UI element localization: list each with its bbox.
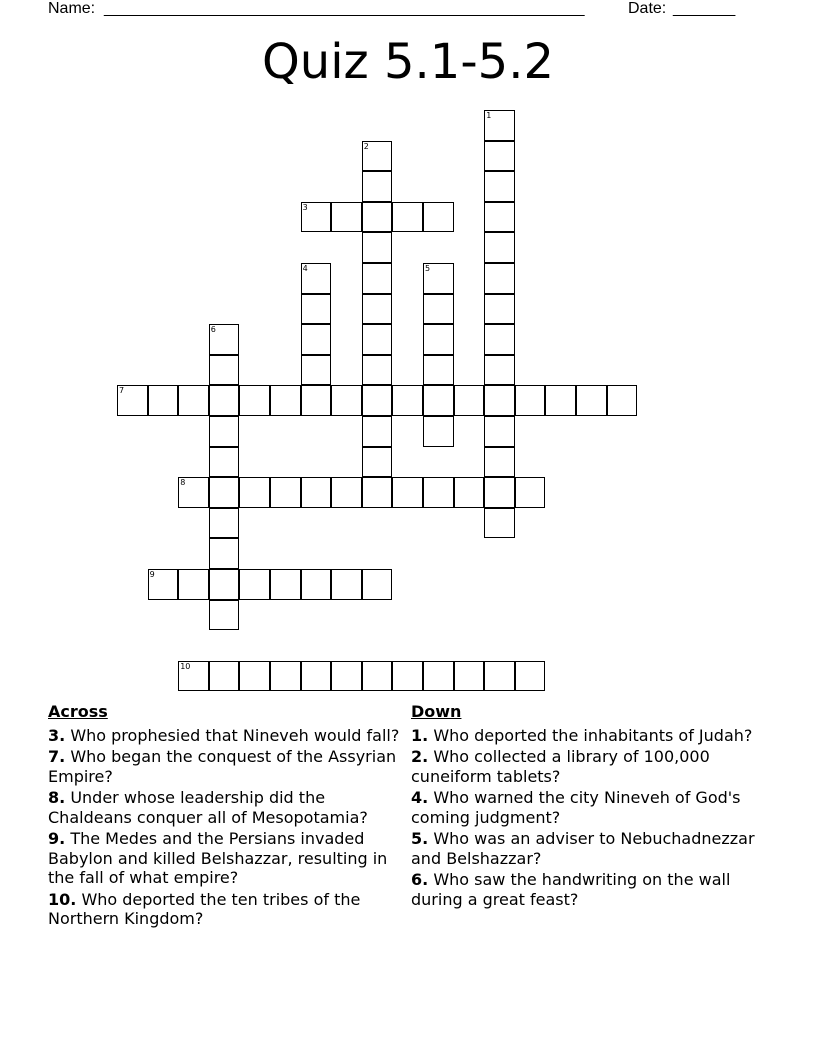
crossword-cell[interactable] [270,661,301,692]
crossword-cell[interactable] [362,385,393,416]
crossword-cell[interactable] [423,324,454,355]
crossword-cell[interactable] [301,355,332,386]
clue-number: 5. [411,829,429,848]
clue-number-label: 9 [149,570,155,579]
clue-number-label: 2 [363,141,369,151]
crossword-cell[interactable] [484,232,515,263]
clue-number: 8. [48,788,66,807]
date-field[interactable]: _______ [673,0,736,17]
crossword-cell[interactable] [239,385,270,416]
down-clue-5 [411,829,771,868]
crossword-cell[interactable] [484,263,515,294]
crossword-cell[interactable] [484,416,515,447]
quiz-title: Quiz 5.1-5.2 [262,34,554,90]
clue-number-label: 5 [425,264,431,273]
crossword-cell[interactable] [270,477,301,508]
crossword-cell[interactable] [331,661,362,692]
crossword-cell[interactable] [331,385,362,416]
crossword-cell[interactable] [484,508,515,539]
clue-number: 10. [48,889,77,909]
crossword-cell[interactable] [423,355,454,386]
crossword-cell[interactable] [362,263,393,294]
clue-number-label: 10 [180,661,191,671]
crossword-cell[interactable] [301,569,332,600]
crossword-cell[interactable] [392,385,423,416]
crossword-cell[interactable] [454,661,485,692]
crossword-cell[interactable] [209,477,240,508]
crossword-cell[interactable] [301,477,332,508]
crossword-cell[interactable] [576,385,607,416]
crossword-cell[interactable] [454,385,485,416]
crossword-cell[interactable] [148,385,179,416]
crossword-cell[interactable] [607,385,638,416]
crossword-cell[interactable] [209,355,240,386]
crossword-cell[interactable] [209,600,240,631]
crossword-cell[interactable] [423,294,454,325]
across-clue-9 [48,829,400,888]
clue-number: 6. [411,870,429,889]
crossword-cell[interactable] [484,294,515,325]
clue-text: Who began the conquest of the Assyrian Empire? [48,747,397,786]
down-heading: Down [411,702,462,721]
clue-text: Who warned the city Nineveh of God's coming judgment? [411,788,741,827]
clue-text: Who was an adviser to Nebuchadnezzar and Belshazzar? [411,829,755,868]
crossword-cell[interactable] [239,569,270,600]
crossword-cell[interactable] [423,202,454,233]
clue-number: 3. [48,725,66,745]
crossword-cell[interactable] [484,385,515,416]
crossword-cell[interactable] [423,385,454,416]
crossword-cell[interactable] [545,385,576,416]
crossword-cell[interactable] [362,477,393,508]
crossword-cell[interactable] [209,538,240,569]
crossword-cell[interactable] [392,477,423,508]
clue-number: 2. [411,747,429,766]
clue-number-label: 4 [302,264,308,273]
name-label: Name: [48,0,96,17]
clue-number-label: 1 [486,111,492,120]
clue-number: 1. [411,725,429,745]
date-label: Date: [628,0,667,17]
crossword-cell[interactable] [362,294,393,325]
crossword-cell[interactable] [362,202,393,233]
crossword-cell[interactable] [484,171,515,202]
crossword-cell[interactable] [423,416,454,447]
across-clue-10 [48,890,400,929]
crossword-cell[interactable] [209,569,240,600]
down-clue-4 [411,788,771,827]
crossword-cell[interactable] [239,661,270,692]
crossword-cell[interactable] [484,202,515,233]
down-clue-1 [411,726,771,746]
crossword-cell[interactable] [484,324,515,355]
clue-text: Who collected a library of 100,000 cuneiform tablets? [411,747,710,786]
crossword-cell[interactable] [301,324,332,355]
clue-number: 9. [48,829,66,848]
crossword-cell[interactable] [484,141,515,172]
crossword-cell[interactable] [178,569,209,600]
clue-text: Who deported the ten tribes of the Northern Kingdom? [48,889,361,928]
crossword-cell[interactable] [209,385,240,416]
crossword-cell[interactable] [423,661,454,692]
crossword-cell[interactable] [392,202,423,233]
across-clue-3 [48,726,400,746]
crossword-cell[interactable] [515,477,546,508]
crossword-cell[interactable] [454,477,485,508]
down-clues [411,702,771,911]
crossword-cell[interactable] [270,385,301,416]
crossword-cell[interactable] [515,661,546,692]
across-clue-8 [48,788,400,827]
clue-text: Who deported the inhabitants of Judah? [433,725,753,745]
crossword-cell[interactable] [362,447,393,478]
crossword-cell[interactable] [362,661,393,692]
clue-text: Who saw the handwriting on the wall during a great feast? [411,870,731,909]
down-clue-6 [411,870,771,909]
crossword-cell[interactable] [209,508,240,539]
crossword-cell[interactable] [331,202,362,233]
crossword-cell[interactable] [301,294,332,325]
crossword-cell[interactable] [270,569,301,600]
crossword-cell[interactable] [362,569,393,600]
across-clue-7 [48,747,400,786]
crossword-cell[interactable] [331,569,362,600]
crossword-cell[interactable] [362,416,393,447]
crossword-cell[interactable] [484,355,515,386]
clue-number: 7. [48,747,66,766]
crossword-cell[interactable] [362,355,393,386]
name-field[interactable]: ______________________________________________________ [104,0,585,17]
crossword-cell[interactable] [362,171,393,202]
clue-text: Who prophesied that Nineveh would fall? [70,725,400,745]
crossword-cell[interactable] [178,385,209,416]
clue-number-label: 8 [180,478,186,488]
crossword-cell[interactable] [423,477,454,508]
clue-number: 4. [411,788,429,807]
crossword-cell[interactable] [331,477,362,508]
crossword-cell[interactable] [362,232,393,263]
crossword-cell[interactable] [209,416,240,447]
crossword-cell[interactable] [484,661,515,692]
crossword-cell[interactable] [209,661,240,692]
crossword-cell[interactable] [301,385,332,416]
crossword-cell[interactable] [392,661,423,692]
across-clues [48,702,400,931]
crossword-cell[interactable] [484,477,515,508]
clue-number-label: 7 [119,386,125,396]
down-clue-2 [411,747,771,786]
crossword-cell[interactable] [515,385,546,416]
clue-text: Under whose leadership did the Chaldeans conquer all of Mesopotamia? [48,788,368,827]
clue-number-label: 6 [210,325,216,335]
crossword-cell[interactable] [484,447,515,478]
crossword-cell[interactable] [301,661,332,692]
crossword-cell[interactable] [362,324,393,355]
crossword-cell[interactable] [209,447,240,478]
clue-number-label: 3 [302,202,308,212]
across-heading: Across [48,702,108,721]
crossword-cell[interactable] [239,477,270,508]
clue-text: The Medes and the Persians invaded Babylon and killed Belshazzar, resulting in the fall of what empire? [48,829,388,887]
